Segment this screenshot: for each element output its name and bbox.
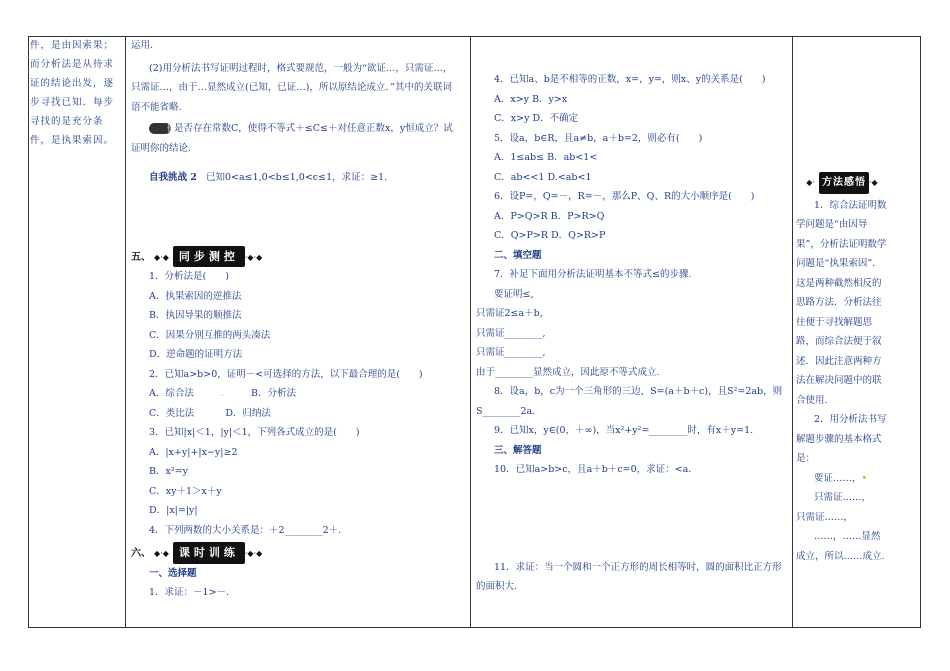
- left-line: 寻找的是充分条: [30, 116, 104, 127]
- section-6-number: 六、: [131, 548, 151, 559]
- question: 8．设a，b，c为一个三角形的三边，S=(a＋b＋c)，且S²=2ab，则S________2a.: [476, 386, 783, 417]
- diamond-icon: ·◆·◆: [244, 252, 263, 262]
- question: 11．求证：当一个圆和一个正方形的周长相等时，圆的面积比正方形的面积大.: [476, 561, 782, 592]
- main-content-column: [131, 36, 461, 603]
- tip-paragraph: 2．用分析法书写解题步骤的基本格式是：: [796, 414, 887, 464]
- question: 4．已知a、b是不相等的正数，x=，y=，则x、y的关系是( ): [494, 74, 766, 85]
- proof-step: 只需证2≤a＋b,: [476, 308, 543, 319]
- left-line: 步寻找已知．每步: [30, 97, 115, 108]
- example-1-text: 是否存在常数C，使得不等式＋≤C≤＋对任意正数x，y恒成立？试证明你的结论.: [131, 123, 453, 154]
- option: A．|x+y|+|x−y|≥2: [149, 446, 238, 458]
- section-6-header: [131, 542, 461, 564]
- section-5-header: [131, 246, 461, 268]
- subsection-title: 二、填空题: [494, 249, 542, 261]
- divider-2: [470, 36, 471, 628]
- section-5-number: 五、: [131, 251, 151, 263]
- proof-step: 只需证________,: [476, 327, 546, 339]
- option: B．分析法: [250, 388, 296, 399]
- method-tips-column: [796, 172, 888, 566]
- option-row: [131, 384, 461, 404]
- self-challenge: [131, 168, 461, 188]
- option: A．综合法: [149, 388, 194, 399]
- question: 4．下列两数的大小关系是：＋2________2＋.: [149, 524, 342, 536]
- option: D．|x|=|y|: [149, 505, 198, 516]
- left-line: 证的结论出发，逐: [30, 78, 115, 89]
- question: 1．求证：－1>－.: [149, 587, 230, 598]
- option: A．执果索因的逆推法: [149, 290, 242, 302]
- option-row: A．x>y B．y>x: [494, 93, 568, 105]
- option: D．归纳法: [225, 407, 271, 419]
- option: C．类比法: [149, 407, 195, 419]
- option: D．逆命题的证明方法: [149, 349, 243, 360]
- question: 7．补足下面用分析法证明基本不等式≤的步骤.: [494, 269, 692, 280]
- option: B．执因导果的顺推法: [149, 310, 242, 321]
- diamond-icon: ◆·: [806, 178, 815, 187]
- option-row: A．1≤ab≤ B．ab<1<: [494, 152, 598, 163]
- section-5-title: 同步测控: [173, 246, 245, 268]
- left-line: 件，是执果索因。: [30, 135, 115, 146]
- option-row: A．P>Q>R B．P>R>Q: [494, 210, 605, 222]
- tips-title: 方法感悟: [819, 172, 869, 194]
- section-6-title: 课时训练: [173, 542, 245, 564]
- question: 2．已知a>b>0，证明－<可选择的方法，以下最合理的是( ): [149, 368, 423, 380]
- option-row: [131, 404, 461, 424]
- option-row: C．x>y D．不确定: [494, 113, 579, 124]
- diamond-icon: ·◆·◆: [244, 549, 263, 558]
- tip-step: [796, 469, 888, 489]
- option: B．x²=y: [149, 466, 188, 477]
- challenge-label: 自我挑战 2: [149, 172, 197, 183]
- tip-paragraph: 1．综合法证明数学问题是“由因导果”，分析法证明数学问题是“执果索因”．这是两种截然相反的思路方法．分析法往往便于寻找解题思路，而综合法便于叙述．因此注意两种方法在解决问题中的联合使用.: [796, 199, 887, 406]
- divider-1: [125, 36, 126, 628]
- question: 3．已知|x|＜1，|y|＜1，下列各式成立的是( ): [149, 427, 360, 438]
- left-notes-column: [30, 36, 122, 150]
- proof-step: 由于________显然成立，因此原不等式成立.: [476, 366, 660, 378]
- tip-step: ……，……显然成立，所以……成立.: [796, 531, 885, 562]
- question: 10．已知a>b>c，且a＋b＋c=0，求证：<a.: [494, 464, 692, 475]
- tip-step-text: 要证……，: [814, 472, 862, 484]
- left-line: 件，是由因索果；: [30, 40, 115, 51]
- question: 6．设P=，Q=－，R=－，那么P、Q、R的大小顺序是( ): [494, 191, 755, 202]
- left-line: 而分析法是从待求: [30, 59, 115, 70]
- analysis-format-paragraph: (2)用分析法书写证明过程时，格式要规范，一般为“欲证…，只需证…，只需证…，由于…显然成立(已知，已证…)，所以原结论成立．”其中的关联词语不能省略.: [131, 62, 453, 113]
- subsection-title: 三、解答题: [494, 444, 542, 456]
- question: 5．设a，b∈R，且a≠b，a＋b=2，则必有( ): [494, 132, 703, 144]
- diamond-icon: ◆·◆: [154, 549, 169, 558]
- option: C．xy＋1＞x＋y: [149, 485, 222, 497]
- option-row: C．ab<<1 D.<ab<1: [494, 171, 592, 183]
- divider-3: [792, 36, 793, 628]
- proof-step: 要证明≤,: [494, 288, 534, 300]
- proof-step: 只需证________,: [476, 347, 546, 358]
- diamond-icon: ·◆: [869, 178, 878, 187]
- dot-mark: •: [861, 472, 868, 484]
- example-1: [131, 119, 461, 158]
- tips-header: [796, 172, 888, 194]
- tip-step: 只需证……，: [796, 511, 854, 523]
- exercise-column: [476, 70, 790, 597]
- text-line: 运用.: [131, 40, 154, 51]
- example-badge: 例①: [149, 123, 171, 134]
- option-row: C．Q>P>R D．Q>R>P: [494, 230, 606, 241]
- option: C．因果分别互推的两头凑法: [149, 329, 271, 341]
- subsection-title: 一、选择题: [149, 567, 197, 579]
- tip-step: 只需证……，: [814, 492, 872, 503]
- challenge-text: 已知0<a≤1,0<b≤1,0<c≤1，求证：≥1.: [205, 172, 388, 183]
- question: 9．已知x，y∈(0，＋∞)，当x²+y²=________时，有x＋y=1.: [494, 425, 754, 436]
- question: 1．分析法是( ): [149, 271, 229, 282]
- diamond-icon: ◆·◆: [154, 252, 169, 262]
- dot-mark: .: [220, 388, 224, 399]
